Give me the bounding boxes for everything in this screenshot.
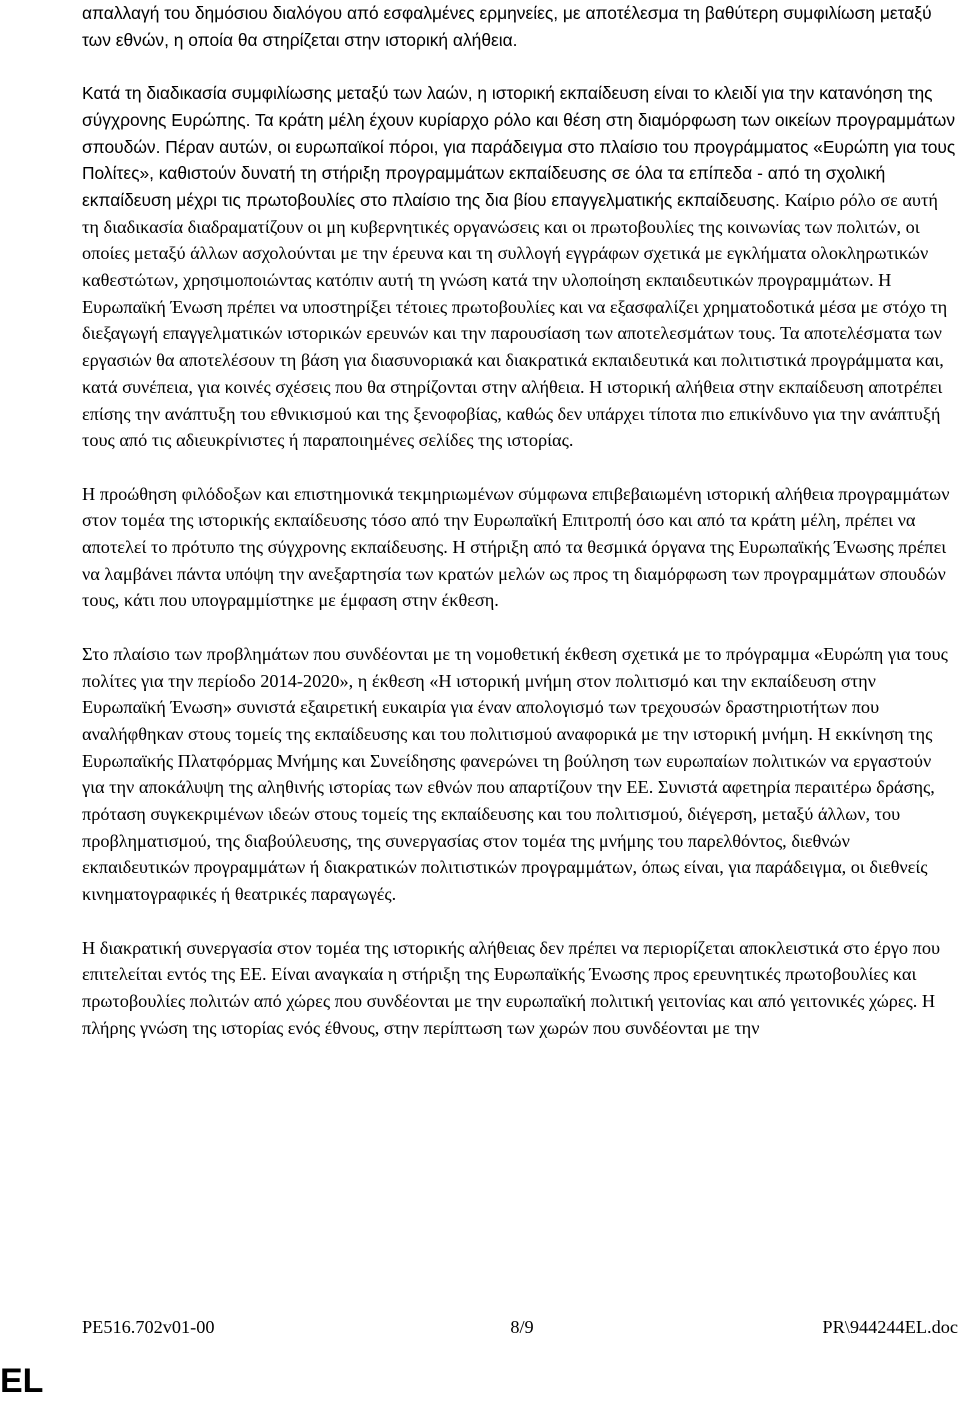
paragraph (82, 0, 958, 53)
document-body (82, 0, 958, 1041)
footer-document-reference: PE516.702v01-00 (82, 1317, 215, 1337)
paragraph-text-run: Η προώθηση φιλόδοξων και επιστημονικά τεκμηριωμένων σύμφωνα επιβεβαιωμένη ιστορική αλήθεια προγραμμάτων στον τομέα της ιστορικής εκπαίδευσης τόσο από την Ευρωπαϊκή Επιτροπή όσο και από τα κράτη μέλη, πρέπει να αποτελεί το πρότυπο της σύγχρονης εκπαίδευσης. Η στήριξη από τα θεσμικά όργανα της Ευρωπαϊκής Ένωσης πρέπει να λαμβάνει πάντα υπόψη την ανεξαρτησία των κρατών μελών ως προς τη διαμόρφωση των προγραμμάτων σπουδών τους, κάτι που υπογραμμίστηκε με έμφαση στην έκθεση. (82, 483, 950, 611)
footer-page-number: 8/9 (510, 1317, 534, 1337)
paragraph (82, 80, 958, 454)
paragraph-text-run: Καίριο ρόλο σε αυτή τη διαδικασία διαδραματίζουν οι μη κυβερνητικές οργανώσεις και οι πρωτοβουλίες της κοινωνίας των πολιτών, οι οποίες μεταξύ άλλων ασχολούνται με την έρευνα και τη συλλογή εγγράφων σχετικά με εγκλήματα ολοκληρωτικών καθεστώτων, χρησιμοποιώντας κατόπιν αυτή τη γνώση κατά την υλοποίηση εκπαιδευτικών προγραμμάτων. Η Ευρωπαϊκή Ένωση πρέπει να υποστηρίξει τέτοιες πρωτοβουλίες και να εξασφαλίζει χρηματοδοτικά μέσα με στόχο τη διεξαγωγή επαγγελματικών ιστορικών ερευνών και την παρουσίαση των αποτελεσμάτων τους. Τα αποτελέσματα των εργασιών θα αποτελέσουν τη βάση για διασυνοριακά και διακρατικά εκπαιδευτικά και πολιτιστικά προγράμματα και, κατά συνέπεια, για κοινές σχέσεις που θα στηρίζονται στην αλήθεια. Η ιστορική αλήθεια στην εκπαίδευση αποτρέπει επίσης την ανάπτυξη του εθνικισμού και της ξενοφοβίας, καθώς δεν υπάρχει τίποτα πιο επικίνδυνο για την ανάπτυξή τους από τις αδιευκρίνιστες ή παραποιημένες σελίδες της ιστορίας. (82, 189, 948, 451)
paragraph-text-run: Κατά τη διαδικασία συμφιλίωσης μεταξύ των λαών, η ιστορική εκπαίδευση είναι το κλειδί για την κατανόηση της σύγχρονης Ευρώπης. Τα κράτη μέλη έχουν κυρίαρχο ρόλο και θέση στη διαμόρφωση των οικείων προγραμμάτων σπουδών. Πέραν αυτών, οι ευρωπαϊκοί πόροι, για παράδειγμα στο πλαίσιο του προγράμματος «Ευρώπη για τους Πολίτες», καθιστούν δυνατή τη στήριξη προγραμμάτων εκπαίδευσης σε όλα τα επίπεδα - από τη σχολική εκπαίδευση μέχρι τις πρωτοβουλίες στο πλαίσιο της δια βίου επαγγελματικής εκπαίδευσης. (82, 83, 956, 210)
footer-file-reference: PR\944244EL.doc (822, 1317, 958, 1337)
paragraph-text-run: Η διακρατική συνεργασία στον τομέα της ιστορικής αλήθειας δεν πρέπει να περιορίζεται αποκλειστικά στο έργο που επιτελείται εντός της ΕΕ. Είναι αναγκαία η στήριξη της Ευρωπαϊκής Ένωσης προς ερευνητικές πρωτοβουλίες και πρωτοβουλίες πολιτών από χώρες που συνδέονται με την ευρωπαϊκή πολιτική γειτονίας και από γειτονικές χώρες. Η πλήρης γνώση της ιστορίας ενός έθνους, στην περίπτωση των χωρών που συνδέονται με την (82, 937, 941, 1038)
page-footer (82, 1313, 958, 1341)
paragraph-text-run: απαλλαγή του δημόσιου διαλόγου από εσφαλμένες ερμηνείες, με αποτέλεσμα τη βαθύτερη συμφιλίωση μεταξύ των εθνών, η οποία θα στηρίζεται στην ιστορική αλήθεια. (82, 3, 932, 50)
paragraph (82, 481, 958, 615)
paragraph (82, 641, 958, 908)
language-code: EL (0, 1362, 44, 1400)
paragraph-text-run: Στο πλαίσιο των προβλημάτων που συνδέονται με τη νομοθετική έκθεση σχετικά με το πρόγραμμα «Ευρώπη για τους πολίτες για την περίοδο 2014-2020», η έκθεση «Η ιστορική μνήμη στον πολιτισμό και την εκπαίδευση στην Ευρωπαϊκή Ένωση» συνιστά εξαιρετική ευκαιρία για έναν απολογισμό των τρεχουσών δραστηριοτήτων που αναλήφθηκαν στους τομείς της εκπαίδευσης και του πολιτισμού αναφορικά με την ιστορική μνήμη. Η εκκίνηση της Ευρωπαϊκής Πλατφόρμας Μνήμης και Συνείδησης φανερώνει τη βούληση των ευρωπαίων πολιτικών να εργαστούν για την αποκάλυψη της αληθινής ιστορίας των εθνών που απαρτίζουν την ΕΕ. Συνιστά αφετηρία περαιτέρω δράσης, πρόταση συγκεκριμένων ιδεών στους τομείς της εκπαίδευσης και του πολιτισμού, διέγερση, μεταξύ άλλων, του προβληματισμού, της διαβούλευσης, της συνεργασίας στον τομέα της μνήμης του παρελθόντος, διεθνών εκπαιδευτικών προγραμμάτων ή διακρατικών πολιτιστικών προγραμμάτων, όπως είναι, για παράδειγμα, οι διεθνείς κινηματογραφικές ή θεατρικές παραγωγές. (82, 643, 948, 905)
paragraph (82, 935, 958, 1042)
